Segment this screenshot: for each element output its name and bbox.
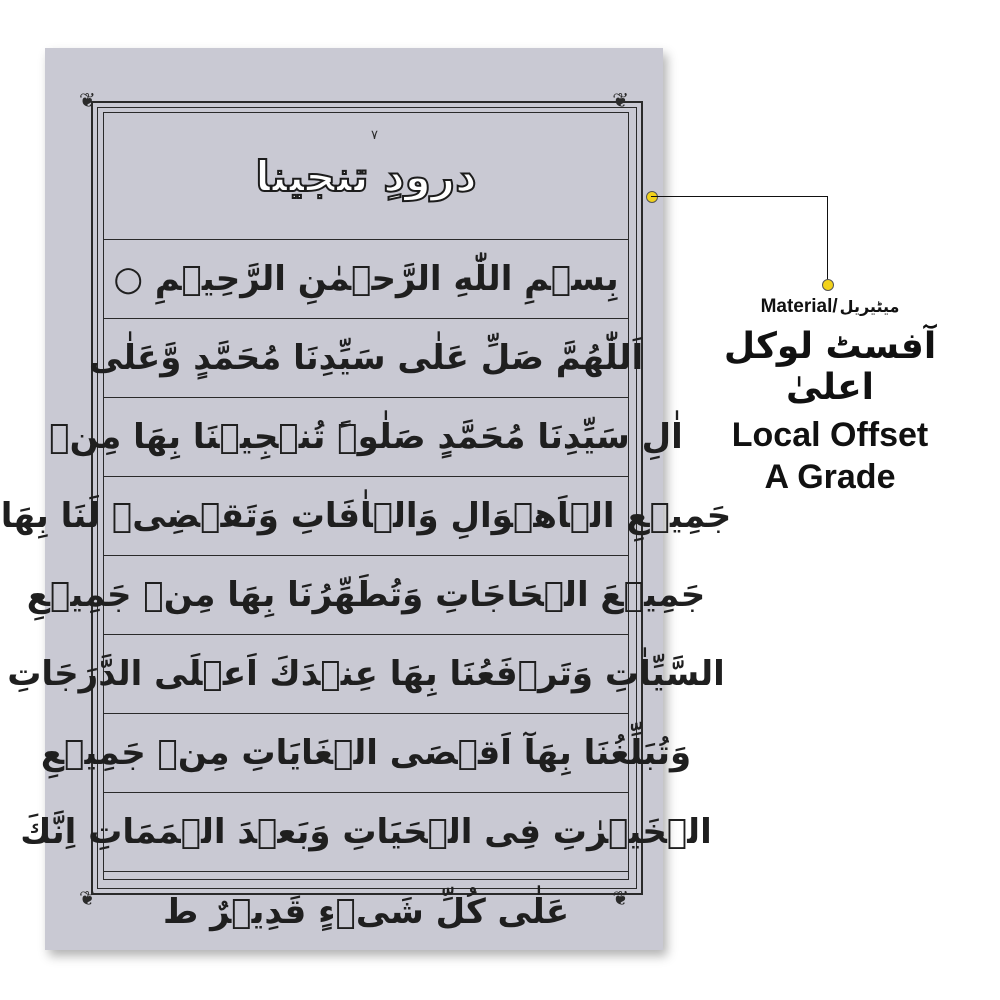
prayer-line: عَلٰی کُلِّ شَیۡءٍ قَدِیۡرٌ ط (162, 891, 570, 932)
grade-line-1: Local Offset (731, 416, 929, 454)
booklet-page (0, 48, 732, 950)
leader-end-dot (822, 279, 834, 291)
prayer-line: السَّیِّاٰتِ وَتَرۡفَعُنَا بِهَا عِنۡدَكَ اَعۡلَی الدَّرَجَاتِ (104, 635, 628, 714)
leader-start-dot (646, 191, 658, 203)
prayer-line: وَتُبَلِّغُنَا بِهَآ اَقۡصَی الۡغَایَاتِ مِنۡ جَمِیۡعِ (104, 714, 628, 793)
material-label: Material/ (760, 296, 838, 317)
page-title: درودِ تنجینا (255, 151, 477, 201)
material-label-row (700, 296, 960, 318)
prayer-line: جَمِیۡعَ الۡحَاجَاتِ وَتُطَهِّرُنَا بِهَا مِنۡ جَمِیۡعِ (104, 556, 628, 635)
prayer-line: الۡخَیۡرٰتِ فِی الۡحَیَاتِ وَبَعۡدَ الۡمَمَاتِ اِنَّكَ (104, 793, 628, 872)
corner-ornament-icon: ❦ (612, 886, 629, 910)
leader-line-vertical (827, 196, 828, 284)
prayer-line: جَمِیۡعِ الۡاَهۡوَالِ وَالۡاٰفَاتِ وَتَقۡضِیۡ لَنَا بِهَا (104, 477, 628, 556)
prayer-line: اَللّٰهُمَّ صَلِّ عَلٰی سَیِّدِنَا مُحَمَّدٍ وَّعَلٰی (104, 319, 628, 398)
material-callout (700, 296, 960, 498)
grade-line-2: A Grade (764, 458, 896, 496)
corner-ornament-icon: ❦ (79, 886, 96, 910)
prayer-line: بِسۡمِ اللّٰهِ الرَّحۡمٰنِ الرَّحِیۡمِ ○ (104, 240, 628, 319)
leader-line-horizontal (651, 196, 827, 197)
corner-ornament-icon: ❦ (612, 88, 629, 112)
corner-ornament-icon: ❦ (79, 88, 96, 112)
page-number: ۷ (371, 128, 378, 143)
prayer-text-block (0, 112, 732, 932)
title-band (104, 113, 628, 240)
prayer-line: اٰلِ سَیِّدِنَا مُحَمَّدٍ صَلٰوۃً تُنۡجِیۡنَا بِهَا مِنۡ (104, 398, 628, 477)
material-label-urdu: میٹیریل (839, 297, 900, 316)
grade-urdu: آفسٹ لوکل اعلیٰ (723, 326, 937, 408)
